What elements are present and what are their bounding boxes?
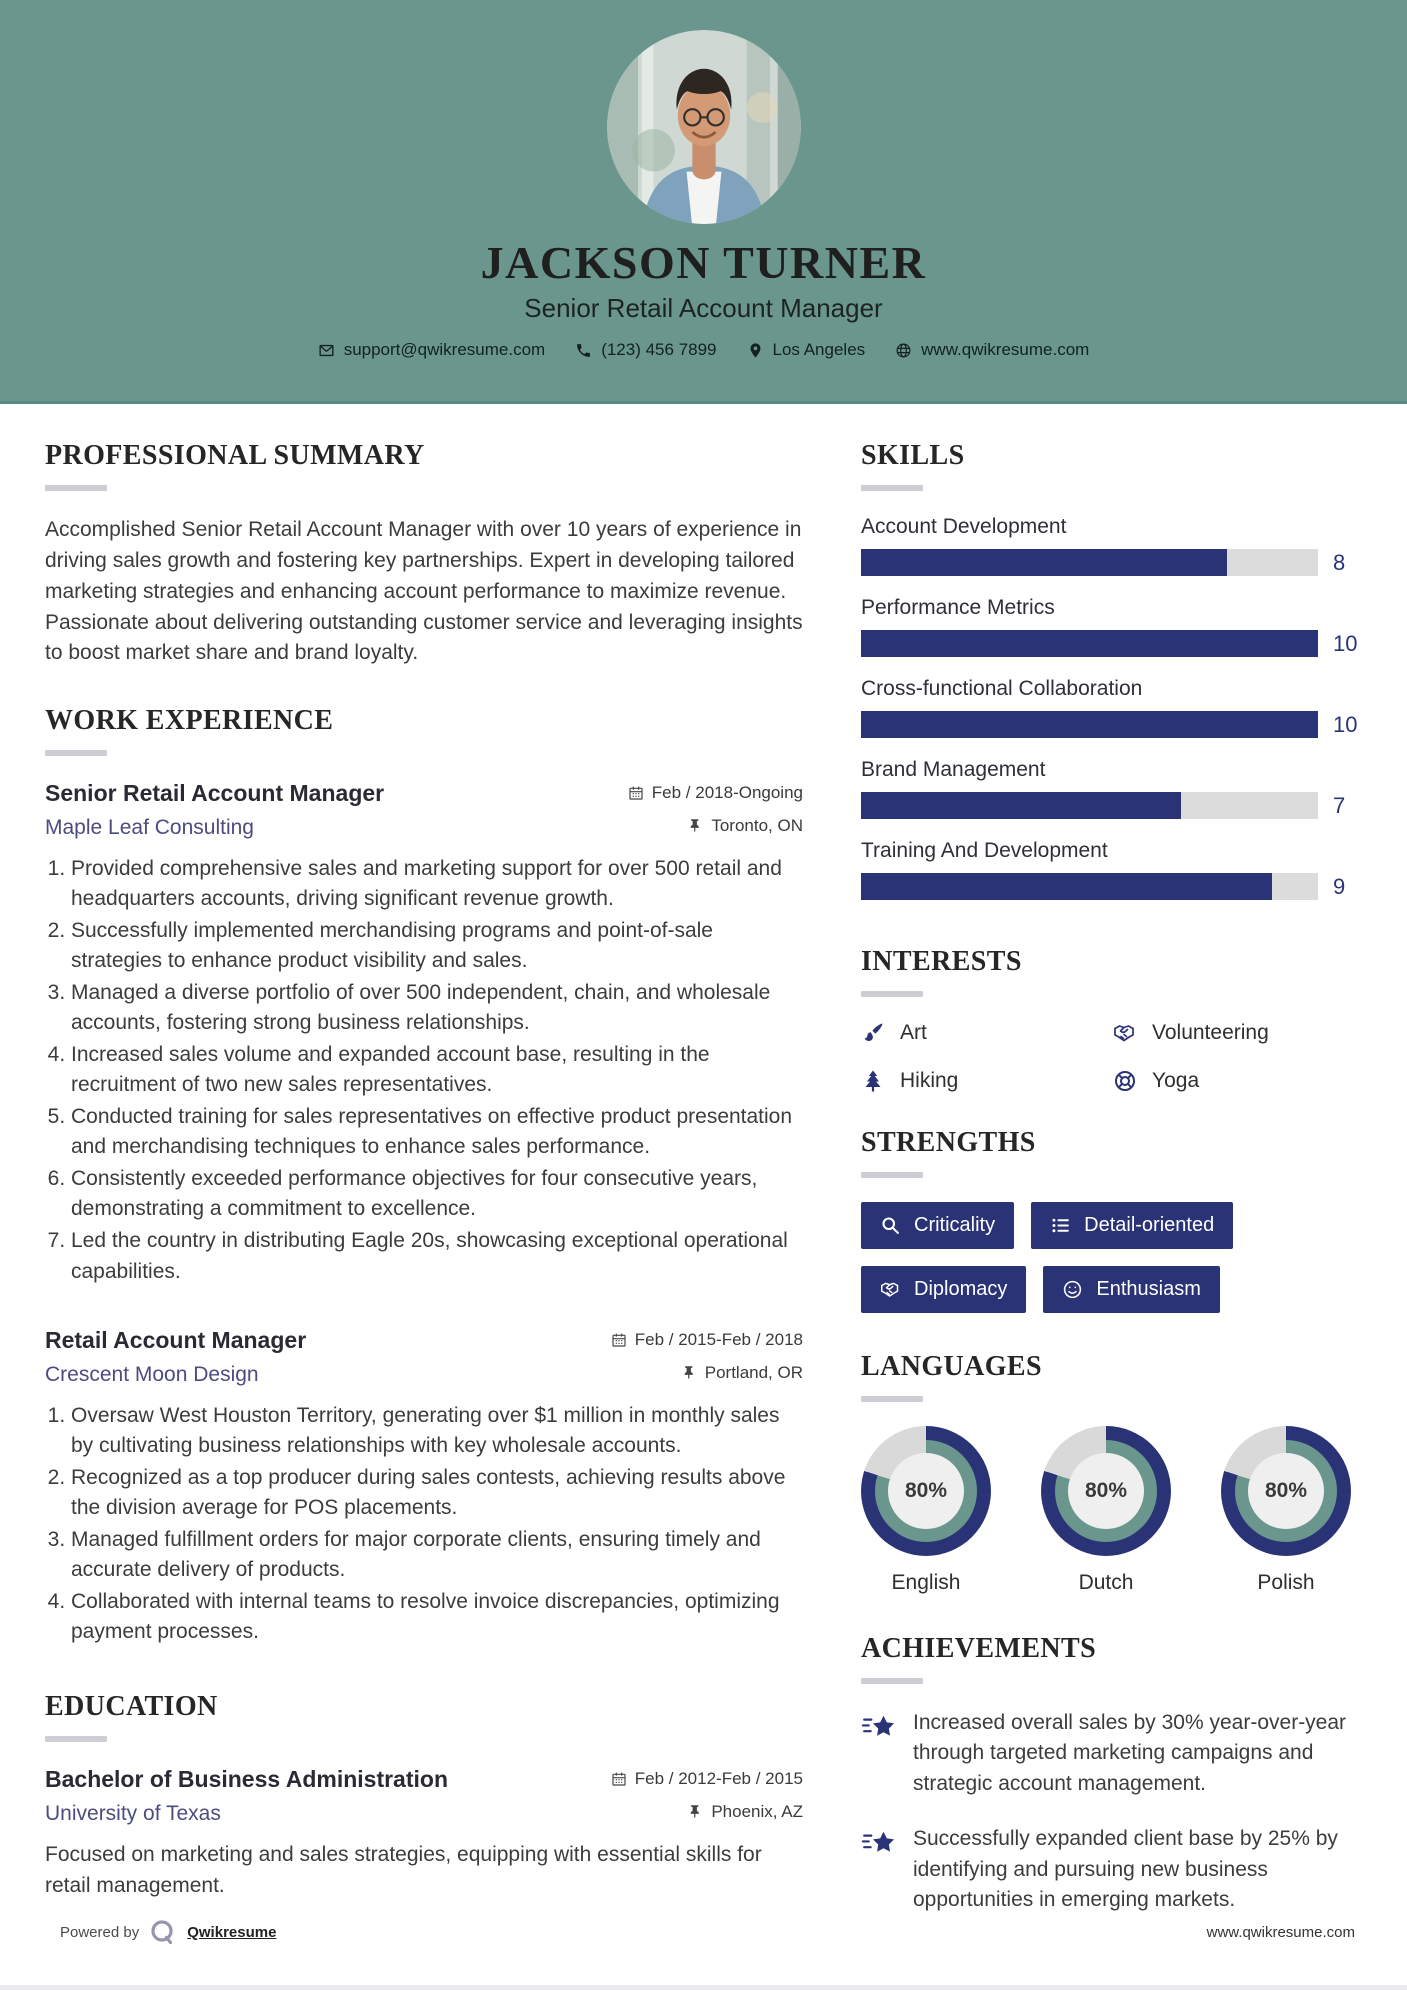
skill-value: 10	[1333, 630, 1358, 656]
job-entry	[45, 1327, 803, 1647]
job-date	[628, 783, 803, 803]
interest-item	[1113, 1069, 1365, 1093]
skill-bar-fill	[861, 873, 1272, 900]
education-location-text: Phoenix, AZ	[711, 1801, 803, 1821]
interest-item	[861, 1069, 1113, 1093]
strength-label: Detail-oriented	[1084, 1214, 1215, 1236]
education-location	[687, 1802, 803, 1822]
candidate-title: Senior Retail Account Manager	[524, 293, 883, 323]
job-bullet: 6. Consistently exceeded performance objectives for four consecutive years, demonstrating a commitment to excellence.	[71, 1164, 803, 1224]
language-item	[861, 1426, 991, 1595]
language-donuts	[861, 1426, 1365, 1595]
interests-heading: INTERESTS	[861, 946, 1022, 977]
skill-row	[861, 758, 1365, 819]
language-item	[1221, 1426, 1351, 1595]
skill-label: Account Development	[861, 515, 1067, 538]
pushpin-icon	[687, 818, 703, 834]
job-bullets	[45, 1401, 803, 1647]
calendar-icon	[628, 785, 644, 801]
interest-label: Hiking	[900, 1069, 959, 1092]
skill-bar-fill	[861, 792, 1181, 819]
job-company: Maple Leaf Consulting	[45, 816, 254, 840]
job-date-text: Feb / 2015-Feb / 2018	[634, 1329, 803, 1349]
degree-title: Bachelor of Business Administration	[45, 1765, 448, 1792]
strength-chip-criticality	[861, 1202, 1014, 1249]
contact-location	[747, 340, 866, 360]
heading-rule	[861, 1396, 923, 1402]
language-donut-chart	[1041, 1426, 1171, 1556]
language-label: Polish	[1257, 1571, 1315, 1594]
location-icon	[747, 342, 764, 359]
language-percent: 80%	[1068, 1453, 1144, 1529]
job-entry	[45, 780, 803, 1286]
job-bullet: 5. Conducted training for sales representatives on effective product presentation and merchandising techniques to enhance sales performance.	[71, 1102, 803, 1162]
language-label: English	[891, 1571, 961, 1594]
pushpin-icon	[687, 1804, 703, 1820]
job-company: Crescent Moon Design	[45, 1362, 259, 1386]
education-entry	[45, 1766, 803, 1902]
language-donut-chart	[1221, 1426, 1351, 1556]
education-date-text: Feb / 2012-Feb / 2015	[634, 1768, 803, 1788]
content	[0, 404, 1407, 1941]
skills-heading: SKILLS	[861, 440, 965, 471]
job-bullet: 3. Managed fulfillment orders for major corporate clients, ensuring timely and accurate delivery of products.	[71, 1525, 803, 1585]
strength-chip-diplomacy	[861, 1266, 1026, 1313]
heading-rule	[45, 1736, 107, 1742]
handshake-icon	[1113, 1021, 1137, 1045]
interest-label: Volunteering	[1152, 1021, 1269, 1044]
interest-label: Yoga	[1152, 1069, 1200, 1092]
contact-email-text: support@qwikresume.com	[343, 340, 546, 359]
job-bullet: 1. Provided comprehensive sales and marketing support for over 500 retail and headquarters accounts, driving significant revenue growth.	[71, 854, 803, 914]
language-item	[1041, 1426, 1171, 1595]
summary-text: Accomplished Senior Retail Account Manager with over 10 years of experience in driving sales growth and fostering key partnerships. Expert in developing tailored marketing strategies and enhancing account performance to maximize revenue. Passionate about delivering outstanding customer service and leveraging insights to boost market share and brand loyalty.	[45, 518, 803, 665]
skill-value: 9	[1333, 873, 1346, 899]
achievements-heading: ACHIEVEMENTS	[861, 1633, 1097, 1664]
header	[0, 0, 1407, 404]
heading-rule	[861, 1172, 923, 1178]
skill-label: Training And Development	[861, 839, 1108, 862]
job-location-text: Toronto, ON	[711, 816, 803, 836]
heading-rule	[861, 991, 923, 997]
contact-phone-text: (123) 456 7899	[601, 340, 717, 359]
school-name: University of Texas	[45, 1801, 221, 1825]
skill-bar-track	[861, 630, 1318, 657]
footer-site-link[interactable]: www.qwikresume.com	[1206, 1923, 1355, 1941]
achievement-text: Increased overall sales by 30% year-over-year through targeted marketing campaigns and strategic account management.	[913, 1711, 1347, 1795]
job-title: Retail Account Manager	[45, 1326, 307, 1353]
job-bullet: 2. Recognized as a top producer during sales contests, achieving results above the division average for POS placements.	[71, 1463, 803, 1523]
website-icon	[895, 342, 912, 359]
yoga-icon	[1113, 1069, 1137, 1093]
magnifier-icon	[880, 1215, 901, 1236]
pushpin-icon	[681, 1365, 697, 1381]
calendar-icon	[611, 1771, 627, 1787]
achievement-item	[861, 1708, 1365, 1799]
strength-label: Criticality	[914, 1214, 996, 1236]
skill-row	[861, 677, 1365, 738]
achievement-item	[861, 1824, 1365, 1915]
heading-rule	[45, 485, 107, 491]
strengths-heading: STRENGTHS	[861, 1127, 1036, 1158]
skill-label: Performance Metrics	[861, 596, 1055, 619]
skill-row	[861, 515, 1365, 576]
avatar	[607, 30, 801, 224]
skill-bar-fill	[861, 630, 1318, 657]
skill-bar-fill	[861, 549, 1227, 576]
list-icon	[1050, 1215, 1071, 1236]
strength-chip-enthusiasm	[1043, 1266, 1220, 1313]
job-bullet: 3. Managed a diverse portfolio of over 500 independent, chain, and wholesale accounts, fostering strong business relationships.	[71, 978, 803, 1038]
smiley-icon	[1062, 1279, 1083, 1300]
education-text: Focused on marketing and sales strategies, equipping with essential skills for retail management.	[45, 1842, 762, 1897]
contact-website[interactable]	[895, 340, 1089, 360]
job-date-text: Feb / 2018-Ongoing	[651, 783, 803, 803]
skill-label: Brand Management	[861, 758, 1046, 781]
languages-heading: LANGUAGES	[861, 1351, 1042, 1382]
language-donut-chart	[861, 1426, 991, 1556]
handshake-icon	[880, 1279, 901, 1300]
skill-bar-fill	[861, 711, 1318, 738]
interest-item	[1113, 1021, 1365, 1045]
skill-bar-track	[861, 711, 1318, 738]
heading-rule	[861, 1678, 923, 1684]
education-date	[611, 1769, 803, 1789]
skill-row	[861, 596, 1365, 657]
paintbrush-icon	[861, 1021, 885, 1045]
tree-icon	[861, 1069, 885, 1093]
skill-bar-track	[861, 792, 1318, 819]
strength-label: Enthusiasm	[1096, 1278, 1201, 1300]
left-column	[45, 440, 803, 1941]
skill-value: 8	[1333, 549, 1346, 575]
calendar-icon	[611, 1332, 627, 1348]
job-bullets	[45, 854, 803, 1286]
heading-rule	[45, 750, 107, 756]
skill-row	[861, 839, 1365, 900]
job-location	[681, 1363, 803, 1383]
strength-label: Diplomacy	[914, 1278, 1008, 1300]
job-date	[611, 1330, 803, 1350]
language-percent: 80%	[888, 1453, 964, 1529]
contact-location-text: Los Angeles	[772, 340, 866, 359]
profile-photo	[607, 30, 801, 224]
language-percent: 80%	[1248, 1453, 1324, 1529]
footer	[0, 1918, 1407, 1946]
qwikresume-link[interactable]: Qwikresume	[187, 1923, 277, 1941]
contact-email[interactable]	[318, 340, 546, 360]
contact-row	[318, 340, 1090, 360]
skill-value: 10	[1333, 711, 1358, 737]
bottom-strip	[0, 1985, 1407, 1990]
job-location	[687, 816, 803, 836]
education-heading: EDUCATION	[45, 1690, 218, 1722]
right-column	[861, 440, 1365, 1941]
job-bullet: 1. Oversaw West Houston Territory, generating over $1 million in monthly sales by cultivating business relationships with key wholesale accounts.	[71, 1401, 803, 1461]
email-icon	[318, 342, 335, 359]
heading-rule	[861, 485, 923, 491]
interest-label: Art	[900, 1021, 927, 1044]
skill-value: 7	[1333, 792, 1346, 818]
skill-bar-track	[861, 549, 1318, 576]
phone-icon	[575, 342, 592, 359]
interests-grid	[861, 1021, 1365, 1093]
contact-phone[interactable]	[575, 340, 716, 360]
powered-by	[60, 1918, 276, 1946]
job-location-text: Portland, OR	[704, 1362, 803, 1382]
job-bullet: 4. Collaborated with internal teams to resolve invoice discrepancies, optimizing payment processes.	[71, 1587, 803, 1647]
skill-bar-track	[861, 873, 1318, 900]
candidate-name: JACKSON TURNER	[480, 237, 927, 288]
job-bullet: 7. Led the country in distributing Eagle 20s, showcasing exceptional operational capabilities.	[71, 1226, 803, 1286]
qwikresume-logo-icon	[149, 1918, 177, 1946]
work-heading: WORK EXPERIENCE	[45, 705, 334, 737]
skill-label: Cross-functional Collaboration	[861, 677, 1143, 700]
shooting-star-icon	[861, 1826, 897, 1862]
strength-chips	[861, 1202, 1365, 1313]
achievement-text: Successfully expanded client base by 25% by identifying and pursuing new business opportunities in emerging markets.	[913, 1827, 1338, 1912]
powered-by-label: Powered by	[60, 1923, 140, 1941]
job-bullet: 2. Successfully implemented merchandising programs and point-of-sale strategies to enhance product visibility and sales.	[71, 916, 803, 976]
shooting-star-icon	[861, 1710, 897, 1746]
job-title: Senior Retail Account Manager	[45, 780, 385, 807]
contact-website-text: www.qwikresume.com	[921, 340, 1090, 359]
language-label: Dutch	[1078, 1571, 1134, 1594]
job-bullet: 4. Increased sales volume and expanded account base, resulting in the recruitment of two new sales representatives.	[71, 1040, 803, 1100]
summary-heading: PROFESSIONAL SUMMARY	[45, 440, 425, 471]
interest-item	[861, 1021, 1113, 1045]
strength-chip-detail-oriented	[1031, 1202, 1233, 1249]
